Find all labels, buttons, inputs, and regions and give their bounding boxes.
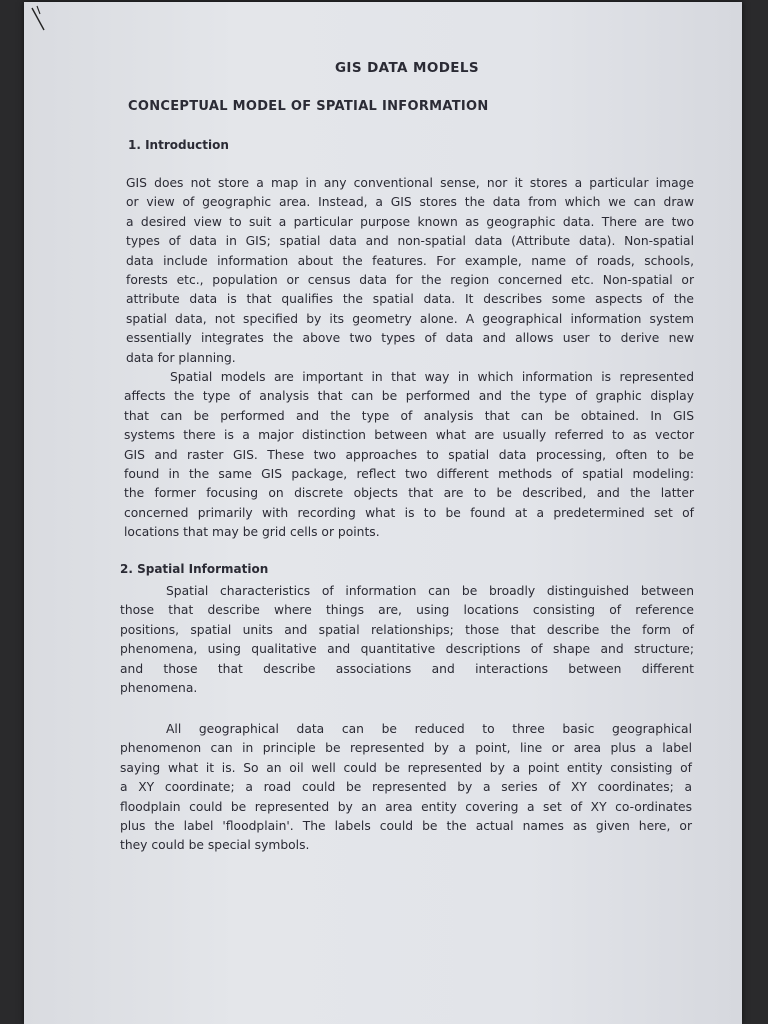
text-line: or view of geographic area. Instead, a GIS stores the data from which we can draw <box>126 195 694 210</box>
text-line: plus the label 'floodplain'. The labels could be the actual names as given here, or <box>120 819 692 834</box>
text-line: attribute data is that qualifies the spatial data. It describes some aspects of the <box>126 292 694 307</box>
text-line: All geographical data can be reduced to three basic geographical <box>166 722 692 736</box>
text-line: phenomena, using qualitative and quantitative descriptions of shape and structure; <box>120 642 694 657</box>
document-subtitle: CONCEPTUAL MODEL OF SPATIAL INFORMATION <box>128 99 489 114</box>
text-line: locations that may be grid cells or points. <box>124 525 380 540</box>
text-line: forests etc., population or census data for the region concerned etc. Non-spatial or <box>126 273 694 288</box>
text-line: affects the type of analysis that can be performed and the type of graphic display <box>124 389 694 404</box>
text-line: GIS and raster GIS. These two approaches to spatial data processing, often to be <box>124 447 694 462</box>
text-line: floodplain could be represented by an area entity covering a set of XY co-ordinates <box>120 799 692 814</box>
text-line: and those that describe associations and interactions between different <box>120 661 694 676</box>
text-line: saying what it is. So an oil well could be represented by a point entity consisting of <box>120 760 692 775</box>
text-line: data include information about the features. For example, name of roads, schools, <box>126 253 694 268</box>
text-line: found in the same GIS package, reflect two different methods of spatial modeling: <box>124 467 694 482</box>
section-2-heading: 2. Spatial Information <box>120 562 269 576</box>
text-line: Spatial models are important in that way in which information is represented <box>170 370 694 384</box>
text-line: a XY coordinate; a road could be represented by a series of XY coordinates; a <box>120 780 692 795</box>
text-line: those that describe where things are, using locations consisting of reference <box>120 603 694 618</box>
text-line: systems there is a major distinction between what are usually referred to as vector <box>124 428 694 443</box>
text-line: data for planning. <box>126 350 236 365</box>
section-1-heading: 1. Introduction <box>128 138 229 152</box>
text-line: GIS does not store a map in any conventional sense, nor it stores a particular image <box>126 176 694 190</box>
pen-stroke-mark <box>28 4 68 44</box>
document-title: GIS DATA MODELS <box>334 60 480 76</box>
text-line: phenomenon can in principle be represented by a point, line or area plus a label <box>120 741 692 756</box>
text-line: Spatial characteristics of information can be broadly distinguished between <box>166 584 694 598</box>
scanned-page <box>24 2 742 1024</box>
text-line: they could be special symbols. <box>120 838 310 853</box>
text-line: the former focusing on discrete objects that are to be described, and the latter <box>124 486 694 501</box>
section-1-paragraph-1 <box>126 174 694 368</box>
text-line: positions, spatial units and spatial relationships; those that describe the form of <box>120 622 694 637</box>
section-2-paragraph-2 <box>120 720 692 856</box>
text-line: types of data in GIS; spatial data and non-spatial data (Attribute data). Non-spatial <box>126 234 694 249</box>
text-line: essentially integrates the above two types of data and allows user to derive new <box>126 331 694 346</box>
text-line: phenomena. <box>120 681 198 696</box>
section-1-paragraph-2 <box>124 368 694 543</box>
text-line: a desired view to suit a particular purpose known as geographic data. There are two <box>126 214 694 229</box>
text-line: spatial data, not specified by its geometry alone. A geographical information system <box>126 311 694 326</box>
text-line: concerned primarily with recording what is to be found at a predetermined set of <box>124 505 694 520</box>
section-2-paragraph-1 <box>120 582 694 698</box>
text-line: that can be performed and the type of analysis that can be obtained. In GIS <box>124 408 694 423</box>
